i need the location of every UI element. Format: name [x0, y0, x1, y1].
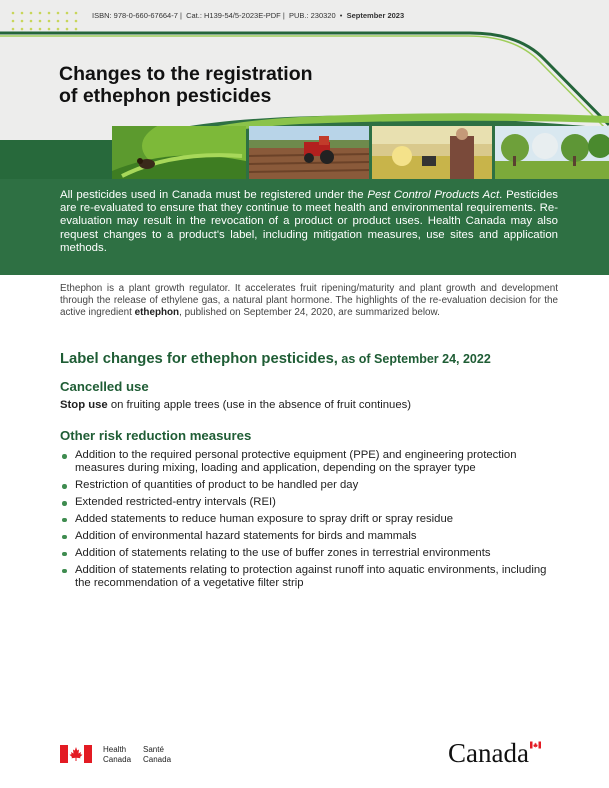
- risk-reduction-list: [60, 449, 560, 594]
- list-item: [60, 513, 560, 526]
- title-line-2: of ethephon pesticides: [59, 85, 272, 108]
- list-item-text: Addition of environmental hazard statements for birds and mammals: [75, 529, 417, 542]
- department-signature: [103, 745, 183, 764]
- risk-reduction-heading: Other risk reduction measures: [60, 428, 252, 443]
- dept-fr-line1: Santé: [143, 745, 164, 754]
- act-name: Pest Control Products Act: [367, 189, 500, 201]
- canada-wordmark: Canada: [448, 738, 529, 768]
- bullet-icon: [62, 501, 67, 506]
- canada-flag-icon: [60, 745, 92, 763]
- lead-part-1: Ethephon is a plant growth regulator. It accelerates fruit ripening/maturity and plant growth and development through the release of ethylene gas, a natural plant hormone. The highlights of the re-evaluation decision for the active ingredient: [60, 283, 558, 319]
- stop-use-label: Stop use: [60, 399, 108, 411]
- photo-insect-on-leaf: [112, 126, 246, 179]
- dept-en-line2: Canada: [103, 754, 132, 764]
- label-changes-title: Label changes for ethephon pesticides,: [60, 351, 338, 367]
- list-item-text: Restriction of quantities of product to be handled per day: [75, 479, 359, 492]
- label-changes-heading: [60, 351, 491, 367]
- bullet-icon: [62, 552, 67, 557]
- list-item: [60, 530, 560, 543]
- page-title: [59, 63, 419, 107]
- bullet-icon: [62, 518, 67, 523]
- bullet-icon: [62, 569, 67, 574]
- list-item: [60, 547, 560, 560]
- list-item-text: Addition to the required personal protective equipment (PPE) and engineering protection measures during mixing, loading and application, depending on the sprayer type: [75, 449, 517, 475]
- publication-meta: ISBN: 978-0-660-67664-7 | Cat.: H139-54/5-2023E-PDF | PUB.: 230320 • September 2023: [92, 11, 405, 20]
- list-item: [60, 496, 560, 509]
- catalogue-number: Cat.: H139-54/5-2023E-PDF: [186, 11, 281, 20]
- cancelled-use-text: [60, 399, 411, 411]
- bullet-icon: [62, 484, 67, 489]
- intro-box: [0, 179, 609, 275]
- dept-fr-line2: Canada: [143, 754, 172, 764]
- photo-tractor-field: [249, 126, 369, 179]
- bullet-icon: [62, 535, 67, 540]
- list-item-text: Extended restricted-entry intervals (REI): [75, 496, 276, 509]
- label-changes-date: as of September 24, 2022: [337, 352, 491, 366]
- title-line-1: Changes to the registration: [59, 63, 313, 86]
- cancelled-use-heading: Cancelled use: [60, 379, 149, 394]
- publication-date: September 2023: [346, 11, 405, 20]
- intro-part-2: . Pesticides are re-evaluated to ensure that they continue to meet health and environmental requirements. Re-evaluation may result in the revocation of a product or product uses. Health Canada may also request changes to a product's label, including mitigation measures, use sites and application methods.: [60, 189, 558, 254]
- lead-paragraph: [60, 283, 558, 320]
- dept-en-line1: Health: [103, 745, 127, 754]
- intro-part-1: All pesticides used in Canada must be registered under the: [60, 189, 368, 201]
- list-item: [60, 564, 560, 591]
- maple-leaf-icon: [530, 741, 541, 749]
- list-item: [60, 449, 560, 476]
- isbn: ISBN: 978-0-660-67664-7: [92, 11, 178, 20]
- list-item-text: Added statements to reduce human exposure to spray drift or spray residue: [75, 512, 454, 525]
- intro-text: [60, 189, 558, 255]
- header-green-bar: [0, 140, 115, 180]
- pub-number: PUB.: 230320: [288, 11, 336, 20]
- photo-farmer-tablet: [372, 126, 492, 179]
- lead-part-2: , published on September 24, 2020, are summarized below.: [179, 307, 440, 319]
- list-item: [60, 479, 560, 492]
- list-item-text: Addition of statements relating to protection against runoff into aquatic environments, including the recommendation of a vegetative filter strip: [75, 563, 547, 589]
- photo-orchard: [495, 126, 609, 179]
- bullet-icon: [62, 454, 67, 459]
- active-ingredient: ethephon: [134, 307, 180, 319]
- list-item-text: Addition of statements relating to the use of buffer zones in terrestrial environments: [75, 546, 491, 559]
- stop-use-detail: on fruiting apple trees (use in the absence of fruit continues): [107, 399, 412, 411]
